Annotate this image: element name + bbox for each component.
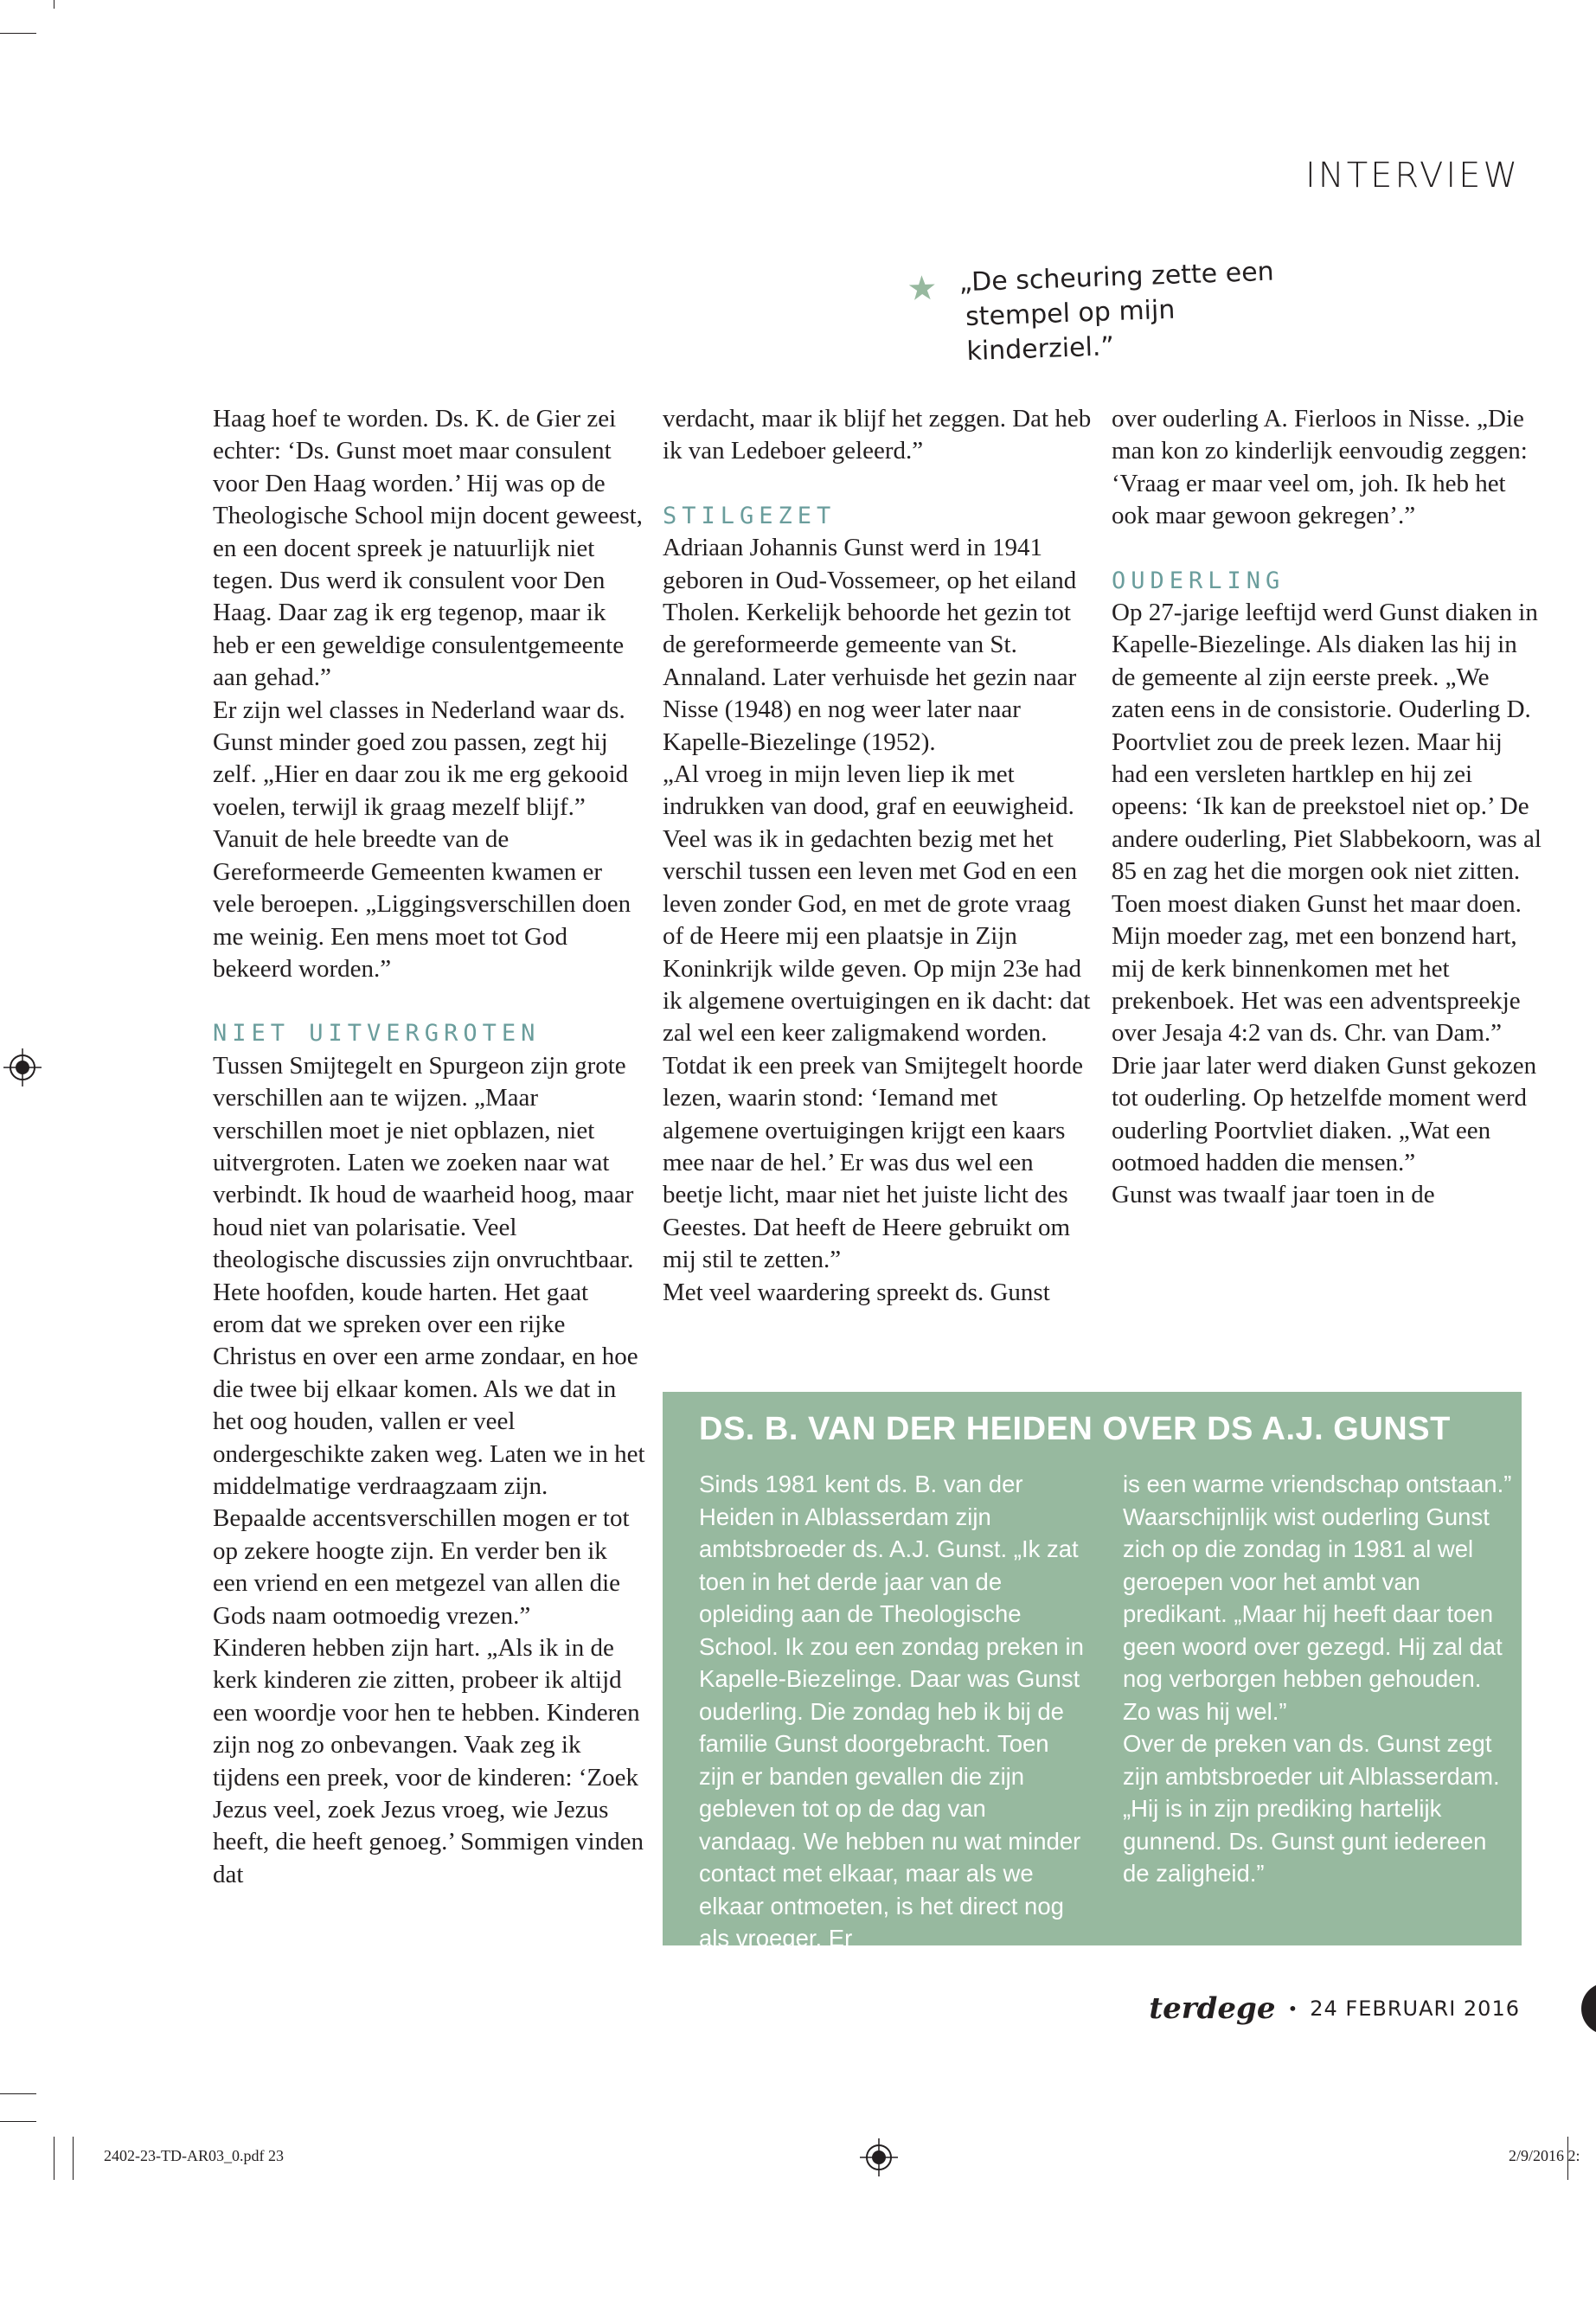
paragraph: Op 27-jarige leeftijd werd Gunst diaken in Kapelle-Biezelinge. Als diaken las hij in de gemeente al zijn eerste preek. „We zaten eens in de consistorie. Ouderling D. Poortvliet zou de preek lezen. Maar hij had een versleten hartklep en hij zei opeens: ‘Ik kan de preekstoel niet op.’ De andere ouderling, Piet Slabbekoorn, was al 85 en zag het die morgen ook niet zitten. Toen moest diaken Gunst het maar doen. Mijn moeder zag, met een bonzend hart, mij de kerk binnenkomen met het prekenboek. Het was een adventspreekje over Jesaja 4:2 van ds. Chr. van Dam.”	[1112, 599, 1542, 1048]
subheading: NIET UITVERGROTEN	[213, 1020, 541, 1048]
registration-mark-icon	[3, 1048, 42, 1086]
sidebar-box-column-1	[699, 1468, 1088, 1955]
paragraph: is een warme vriendschap ontstaan.”	[1123, 1471, 1512, 1497]
article-column-1	[213, 403, 645, 1891]
pull-quote-line: stempel op mijn kinderziel.”	[965, 294, 1176, 368]
pull-quote-line: „De scheuring zette een	[958, 256, 1275, 298]
sidebar-box-column-2	[1123, 1468, 1512, 1890]
star-icon	[907, 273, 937, 304]
paragraph: over ouderling A. Fierloos in Nisse. „Die man kon zo kinderlijk eenvoudig zeggen: ‘Vraag er maar veel om, joh. Ik heb het ook maar gewoon gekregen’.”	[1112, 405, 1528, 530]
paragraph: „Al vroeg in mijn leven liep ik met indrukken van dood, graf en eeuwigheid. Veel was ik in gedachten bezig met het verschil tussen een leven met God en een leven zonder God, en met de grote vraag of de Heere mij een plaatsje in Zijn Koninkrijk wilde geven. Op mijn 23e had ik algemene overtuigingen en ik dacht: dat zal wel een keer zaligmakend worden. Totdat ik een preek van Smijtegelt hoorde lezen, waarin stond: ‘Iemand met algemene overtuigingen krijgt een kaars mee naar de hel.’ Er was dus wel een beetje licht, maar niet het juiste licht des Geestes. Dat heeft de Heere gebruikt om mij stil te zetten.”	[663, 760, 1091, 1274]
sidebar-box-title: DS. B. VAN DER HEIDEN OVER DS A.J. GUNST	[699, 1411, 1451, 1447]
page-number-tab	[1581, 1983, 1596, 2035]
paragraph: Tussen Smijtegelt en Spurgeon zijn grote verschillen aan te wijzen. „Maar verschillen moet je niet opblazen, niet uitvergroten. Laten we zoeken naar wat verbindt. Ik houd de waarheid hoog, maar houd niet van polarisatie. Veel theologische discussies zijn onvruchtbaar. Hete hoofden, koude harten. Het gaat erom dat we spreken over een rijke Christus en over een arme zondaar, en hoe die twee bij elkaar komen. Als we dat in het oog houden, vallen er veel ondergeschikte zaken weg. Laten we in het middelmatige verdraagzaam zijn. Bepaalde accentsverschillen mogen er tot op zekere hoogte zijn. En verder ben ik een vriend en een metgezel van allen die Gods naam ootmoedig vrezen.”	[213, 1051, 645, 1630]
separator: •	[1287, 1998, 1298, 2019]
article-column-2	[663, 403, 1095, 1309]
crop-mark	[0, 2093, 36, 2094]
paragraph: Drie jaar later werd diaken Gunst gekozen tot ouderling. Op hetzelfde moment werd ouderling Poortvliet diaken. „Wat een ootmoed hadden die mensen.”	[1112, 1051, 1537, 1176]
page-footer	[1149, 1991, 1520, 2026]
paragraph: Gunst was twaalf jaar toen in de	[1112, 1181, 1435, 1209]
paragraph: Met veel waardering spreekt ds. Gunst	[663, 1278, 1050, 1306]
paragraph: Adriaan Johannis Gunst werd in 1941 geboren in Oud-Vossemeer, op het eiland Tholen. Kerkelijk behoorde het gezin tot de gereformeerde gemeente van St. Annaland. Later verhuisde het gezin naar Nisse (1948) en nog weer later naar Kapelle-Biezelinge (1952).	[663, 534, 1077, 756]
pull-quote	[958, 253, 1325, 370]
section-label: INTERVIEW	[1304, 156, 1520, 195]
print-slug-file: 2402-23-TD-AR03_0.pdf 23	[104, 2147, 284, 2164]
paragraph: verdacht, maar ik blijf het zeggen. Dat heb ik van Ledeboer geleerd.”	[663, 405, 1092, 465]
paragraph: Waarschijnlijk wist ouderling Gunst zich op die zondag in 1981 al wel geroepen voor het ambt van predikant. „Maar hij heeft daar toen geen woord over gezegd. Hij zal dat nog verborgen hebben gehouden. Zo was hij wel.”	[1123, 1503, 1503, 1725]
article-column-3	[1112, 403, 1544, 1212]
crop-mark	[73, 2137, 74, 2180]
print-slug-timestamp: 2/9/2016 2:	[1509, 2147, 1580, 2164]
paragraph: Over de preken van ds. Gunst zegt zijn ambtsbroeder uit Alblasserdam. „Hij is in zijn prediking hartelijk gunnend. Ds. Gunst gunt iedereen de zaligheid.”	[1123, 1730, 1500, 1887]
paragraph: Vanuit de hele breedte van de Gereformeerde Gemeenten kwamen er vele beroepen. „Liggingsverschillen doen me weinig. Een mens moet tot God bekeerd worden.”	[213, 825, 631, 983]
paragraph: Sinds 1981 kent ds. B. van der Heiden in Alblasserdam zijn ambtsbroeder ds. A.J. Gunst. „Ik zat toen in het derde jaar van de opleiding aan de Theologische School. Ik zou een zondag preken in Kapelle-Biezelinge. Daar was Gunst ouderling. Die zondag heb ik bij de familie Gunst doorgebracht. Toen zijn er banden gevallen die zijn gebleven tot op de dag van vandaag. We hebben nu wat minder contact met elkaar, maar als we elkaar ontmoeten, is het direct nog als vroeger. Er	[699, 1471, 1084, 1952]
paragraph: Kinderen hebben zijn hart. „Als ik in de kerk kinderen zie zitten, probeer ik altijd een woordje voor hen te hebben. Kinderen zijn nog zo onbevangen. Vaak zeg ik tijdens een preek, voor de kinderen: ‘Zoek Jezus veel, zoek Jezus vroeg, wie Jezus heeft, die heeft genoeg.’ Sommigen vinden dat	[213, 1634, 644, 1888]
subheading: STILGEZET	[663, 502, 836, 529]
magazine-logo: terdege	[1149, 1991, 1276, 2026]
subheading: OUDERLING	[1112, 567, 1285, 594]
crop-mark	[0, 2121, 36, 2122]
issue-date: 24 FEBRUARI 2016	[1310, 1997, 1520, 2021]
sidebar-box	[663, 1392, 1522, 1952]
crop-mark	[0, 33, 36, 34]
paragraph: Haag hoef te worden. Ds. K. de Gier zei echter: ‘Ds. Gunst moet maar consulent voor Den Haag worden.’ Hij was op de Theologische School mijn docent geweest, en een docent spreek je natuurlijk niet tegen. Dus werd ik consulent voor Den Haag. Daar zag ik erg tegenop, maar ik heb er een geweldige consulentgemeente aan gehad.”	[213, 405, 643, 692]
registration-mark-icon	[860, 2138, 898, 2176]
paragraph: Er zijn wel classes in Nederland waar ds. Gunst minder goed zou passen, zegt hij zelf. „Hier en daar zou ik me erg gekooid voelen, terwijl ik graag mezelf blijf.”	[213, 695, 629, 821]
